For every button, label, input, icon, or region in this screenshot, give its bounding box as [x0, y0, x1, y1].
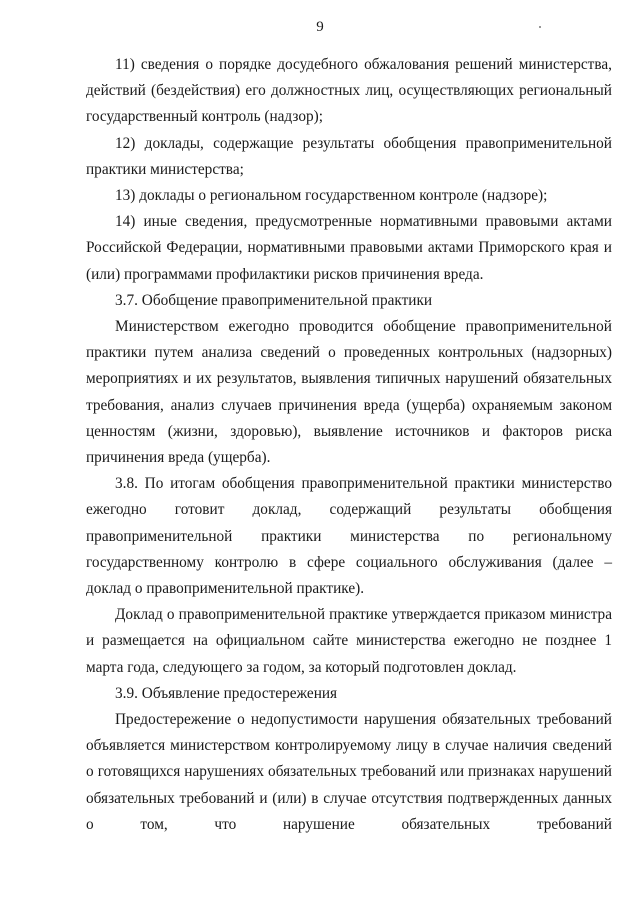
section-heading-3-7: 3.7. Обобщение правоприменительной практики	[115, 291, 433, 309]
document-body	[86, 52, 612, 838]
list-item-11: 11) сведения о порядке досудебного обжалования решений министерства, действий (бездействия) его должностных лиц, осуществляющих региональный государственный контроль (надзор);	[86, 56, 612, 126]
paragraph-generalization: Министерством ежегодно проводится обобщение правоприменительной практики путем анализа сведений о проведенных контрольных (надзорных) мероприятиях и их результатов, выявления типичных нарушений обязательных требования, анализ случаев причинения вреда (ущерба) охраняемым законом ценностям (жизни, здоровью), выявление источников и факторов риска причинения вреда (ущерба).	[86, 318, 612, 467]
scan-speck	[539, 26, 541, 28]
list-item-12: 12) доклады, содержащие результаты обобщения правоприменительной практики министерства;	[86, 134, 612, 178]
paragraph-warning: Предостережение о недопустимости нарушения обязательных требований объявляется министерством контролируемому лицу в случае наличия сведений о готовящихся нарушениях обязательных требований или признаках нарушений обязательных требований и (или) в случае отсутствия подтвержденных данных о том, что нарушение обязательных требований	[86, 711, 612, 833]
section-heading-3-9: 3.9. Объявление предостережения	[115, 684, 338, 702]
paragraph-report-approval: Доклад о правоприменительной практике утверждается приказом министра и размещается на официальном сайте министерства ежегодно не позднее 1 марта года, следующего за годом, за который подготовлен доклад.	[86, 606, 612, 676]
page-number: 9	[316, 19, 324, 35]
section-3-8-paragraph: 3.8. По итогам обобщения правоприменительной практики министерство ежегодно готовит доклад, содержащий результаты обобщения правоприменительной практики министерства по региональному государственному контролю в сфере социального обслуживания (далее – доклад о правоприменительной практике).	[86, 475, 612, 598]
list-item-13: 13) доклады о региональном государственном контроле (надзоре);	[115, 187, 548, 205]
list-item-14: 14) иные сведения, предусмотренные нормативными правовыми актами Российской Федерации, нормативными правовыми актами Приморского края и (или) программами профилактики рисков причинения вреда.	[86, 213, 612, 283]
